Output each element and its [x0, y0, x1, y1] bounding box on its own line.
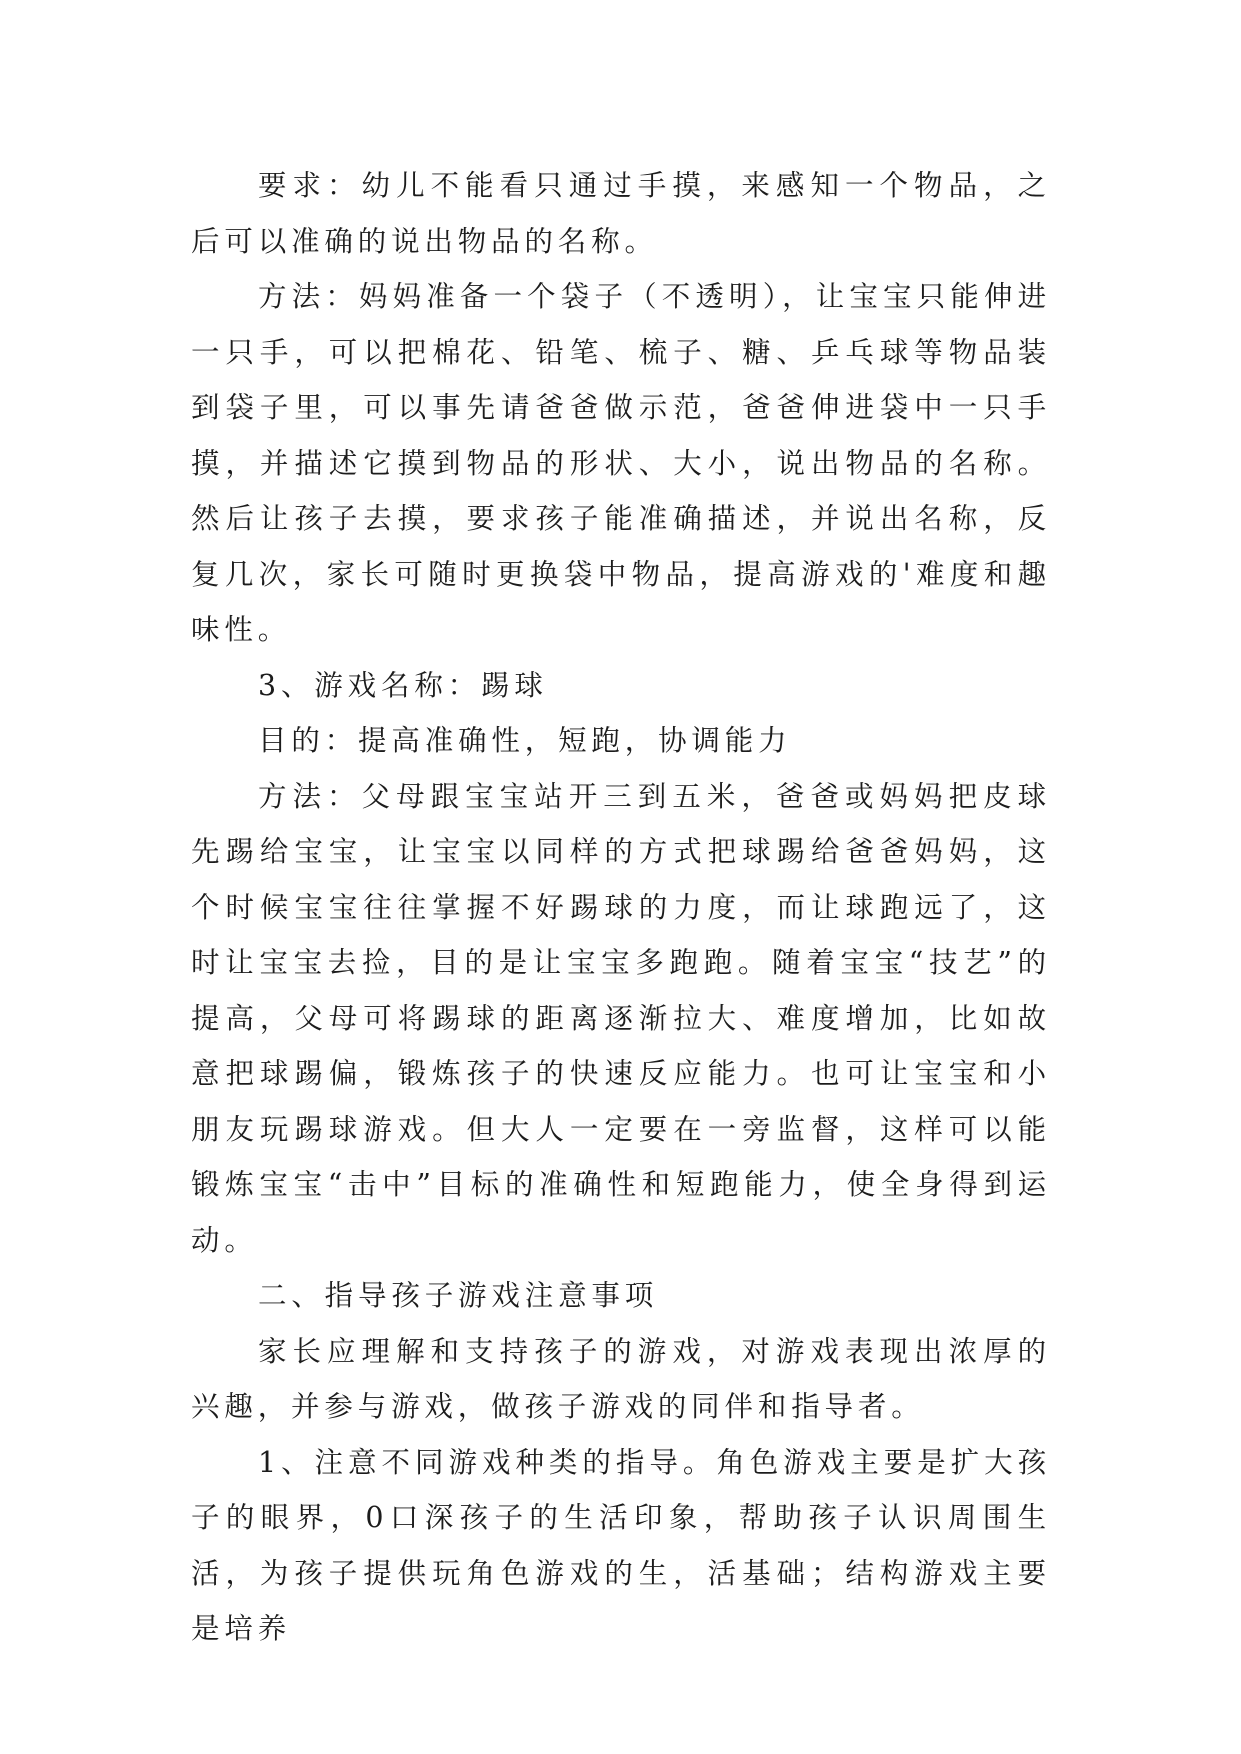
section-heading-guidance: 二、指导孩子游戏注意事项	[257, 1279, 659, 1312]
heading-game-kick-ball: 3、游戏名称：踢球	[257, 668, 548, 702]
paragraph-game-type-guidance: 1、注意不同游戏种类的指导。角色游戏主要是扩大孩子的眼界，0口深孩子的生活印象，帮助孩子认识周围生活，为孩子提供玩角色游戏的生，活基础；结构游戏主要是培养	[191, 1445, 1051, 1645]
paragraph-purpose: 目的：提高准确性，短跑，协调能力	[257, 724, 792, 757]
paragraph-kick-ball-method: 方法：父母跟宝宝站开三到五米，爸爸或妈妈把皮球先踢给宝宝，让宝宝以同样的方式把球踢给爸爸妈妈，这个时候宝宝往往掌握不好踢球的力度，而让球跑远了，这时让宝宝去捡，目的是让宝宝多跑跑。随着宝宝“技艺”的提高，父母可将踢球的距离逐渐拉大、难度增加，比如故意把球踢偏，锻炼孩子的快速反应能力。也可让宝宝和小朋友玩踢球游戏。但大人一定要在一旁监督，这样可以能锻炼宝宝“击中”目标的准确性和短跑能力，使全身得到运动。	[191, 779, 1051, 1257]
document-body	[191, 158, 1051, 1657]
paragraph-requirement: 要求：幼儿不能看只通过手摸，来感知一个物品，之后可以准确的说出物品的名称。	[191, 169, 1051, 258]
paragraph-parent-support: 家长应理解和支持孩子的游戏，对游戏表现出浓厚的兴趣，并参与游戏，做孩子游戏的同伴和指导者。	[191, 1334, 1051, 1423]
paragraph-touch-game-method: 方法：妈妈准备一个袋子（不透明），让宝宝只能伸进一只手，可以把棉花、铅笔、梳子、糖、乒乓球等物品装到袋子里，可以事先请爸爸做示范，爸爸伸进袋中一只手摸，并描述它摸到物品的形状、大小，说出物品的名称。然后让孩子去摸，要求孩子能准确描述，并说出名称，反复几次，家长可随时更换袋中物品，提高游戏的'难度和趣味性。	[191, 280, 1051, 646]
